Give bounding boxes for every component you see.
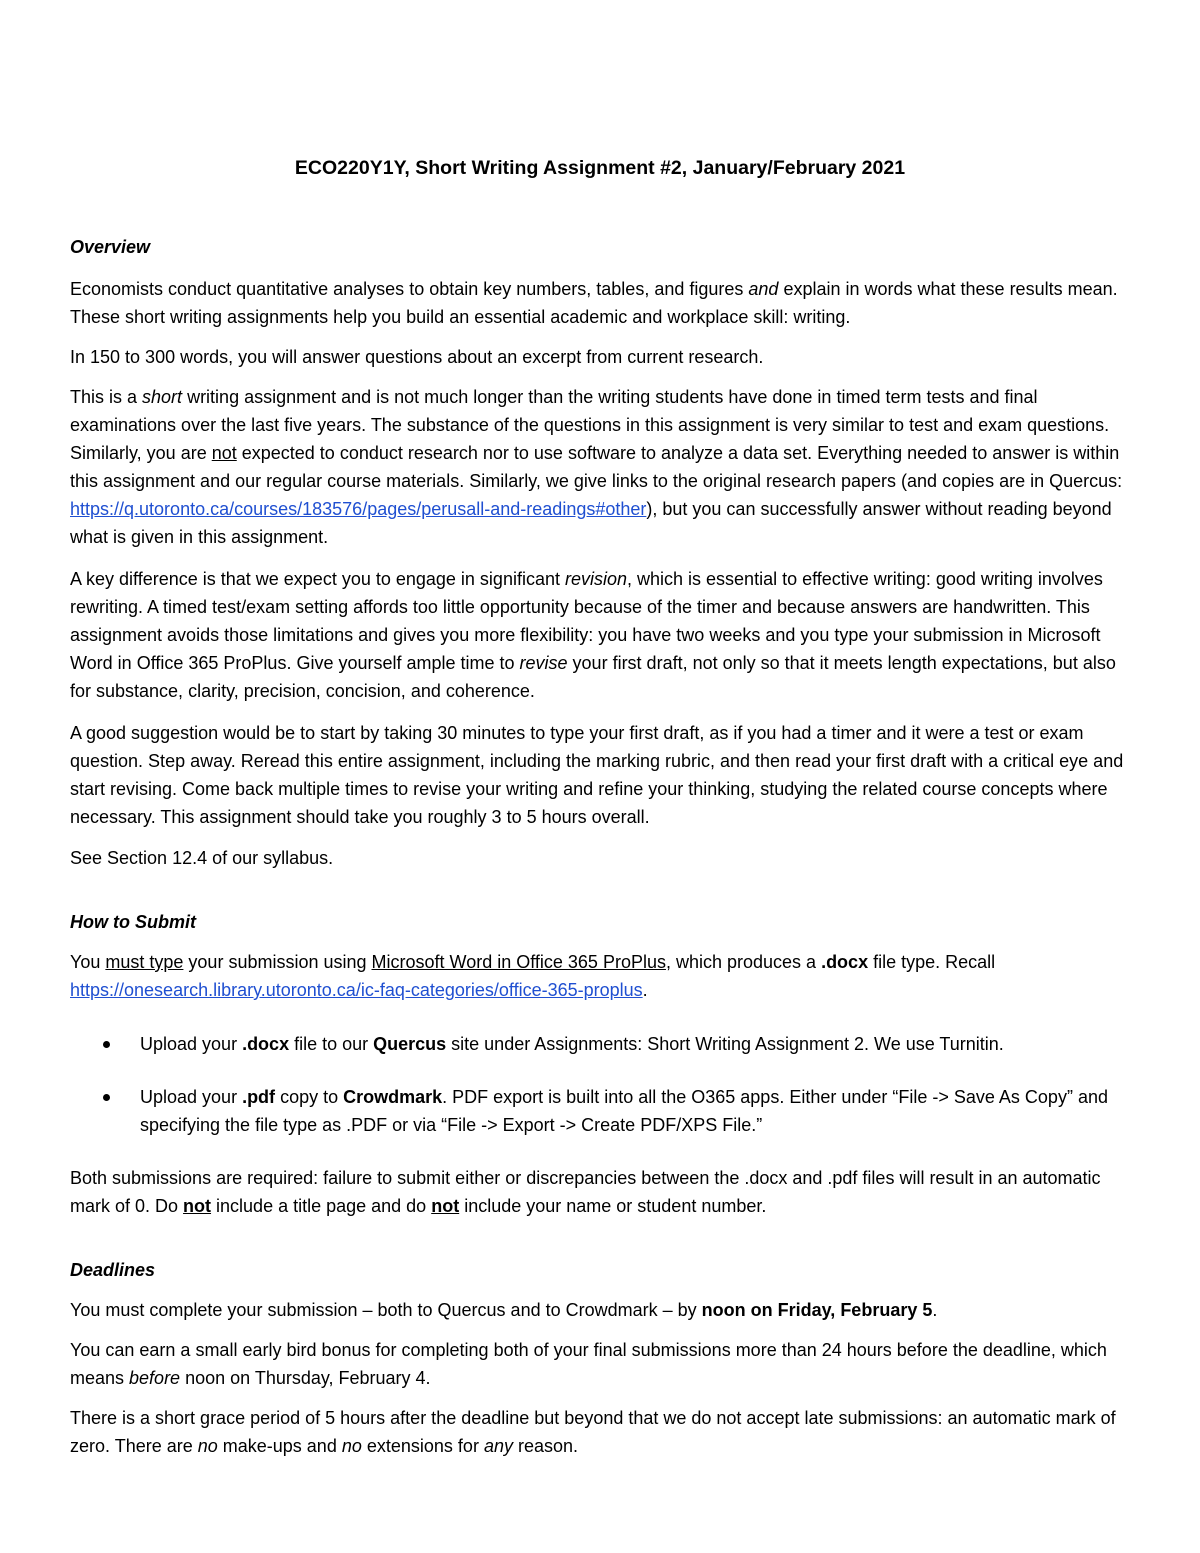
office-365-link[interactable]: https://onesearch.library.utoronto.ca/ic-faq-categories/office-365-proplus xyxy=(70,980,643,1000)
bullet-text-docx: Upload your .docx file to our Quercus site under Assignments: Short Writing Assignment 2. We use Turnitin. xyxy=(140,1034,1004,1054)
deadlines-heading: Deadlines xyxy=(70,1260,156,1280)
bullet-icon xyxy=(103,1041,110,1048)
overview-paragraph-1: Economists conduct quantitative analyses to obtain key numbers, tables, and figures and explain in words what these results mean. These short writing assignments help you build an essential academic and workplace skill: writing. xyxy=(70,279,1118,327)
submit-paragraph-2: Both submissions are required: failure to submit either or discrepancies between the .docx and .pdf files will result in an automatic mark of 0. Do not include a title page and do not include your name or student number. xyxy=(70,1168,1101,1216)
submit-heading: How to Submit xyxy=(70,912,196,932)
overview-paragraph-2: In 150 to 300 words, you will answer questions about an excerpt from current research. xyxy=(70,347,764,367)
deadlines-paragraph-1: You must complete your submission – both to Quercus and to Crowdmark – by noon on Friday, February 5. xyxy=(70,1300,938,1320)
overview-paragraph-6: See Section 12.4 of our syllabus. xyxy=(70,848,334,868)
deadlines-paragraph-3: There is a short grace period of 5 hours after the deadline but beyond that we do not accept late submissions: an automatic mark of zero. There are no make-ups and no extensions for any reason. xyxy=(70,1408,1116,1456)
deadlines-paragraph-2: You can earn a small early bird bonus for completing both of your final submissions more than 24 hours before the deadline, which means before noon on Thursday, February 4. xyxy=(70,1340,1107,1388)
bullet-text-pdf: Upload your .pdf copy to Crowdmark. PDF export is built into all the O365 apps. Either under “File -> Save As Copy” and specifying the file type as .PDF or via “File -> Export -> Create PDF/XPS File.” xyxy=(140,1087,1108,1135)
bullet-icon xyxy=(103,1094,110,1101)
document-title: ECO220Y1Y, Short Writing Assignment #2, January/February 2021 xyxy=(294,157,906,179)
quercus-readings-link[interactable]: https://q.utoronto.ca/courses/183576/pages/perusall-and-readings#other xyxy=(70,499,647,519)
overview-paragraph-4: A key difference is that we expect you to engage in significant revision, which is essential to effective writing: good writing involves rewriting. A timed test/exam setting affords too little opportunity because of the timer and because answers are handwritten. This assignment avoids those limitations and gives you more flexibility: you have two weeks and you type your submission in Microsoft Word in Office 365 ProPlus. Give yourself ample time to revise your first draft, not only so that it meets length expectations, but also for substance, clarity, precision, concision, and coherence. xyxy=(70,569,1116,701)
overview-paragraph-5: A good suggestion would be to start by taking 30 minutes to type your first draft, as if you had a timer and it were a test or exam question. Step away. Reread this entire assignment, including the marking rubric, and then read your first draft with a critical eye and start revising. Come back multiple times to revise your writing and refine your thinking, studying the related course concepts where necessary. This assignment should take you roughly 3 to 5 hours overall. xyxy=(70,723,1124,827)
overview-paragraph-3: This is a short writing assignment and is not much longer than the writing students have done in timed term tests and final examinations over the last five years. The substance of the questions in this assignment is very similar to test and exam questions. Similarly, you are not expected to conduct research nor to use software to analyze a data set. Everything needed to answer is within this assignment and our regular course materials. Similarly, we give links to the original research papers (and copies are in Quercus: https://q.utoronto.ca/courses/183576/pages/perusall-and-readings#other), but you can successfully answer without reading beyond what is given in this assignment. xyxy=(70,387,1123,547)
submit-paragraph-1: You must type your submission using Microsoft Word in Office 365 ProPlus, which produces a .docx file type. Recall https://onesearch.library.utoronto.ca/ic-faq-categories/office-365-proplus. xyxy=(70,952,996,1000)
overview-heading: Overview xyxy=(70,237,151,257)
